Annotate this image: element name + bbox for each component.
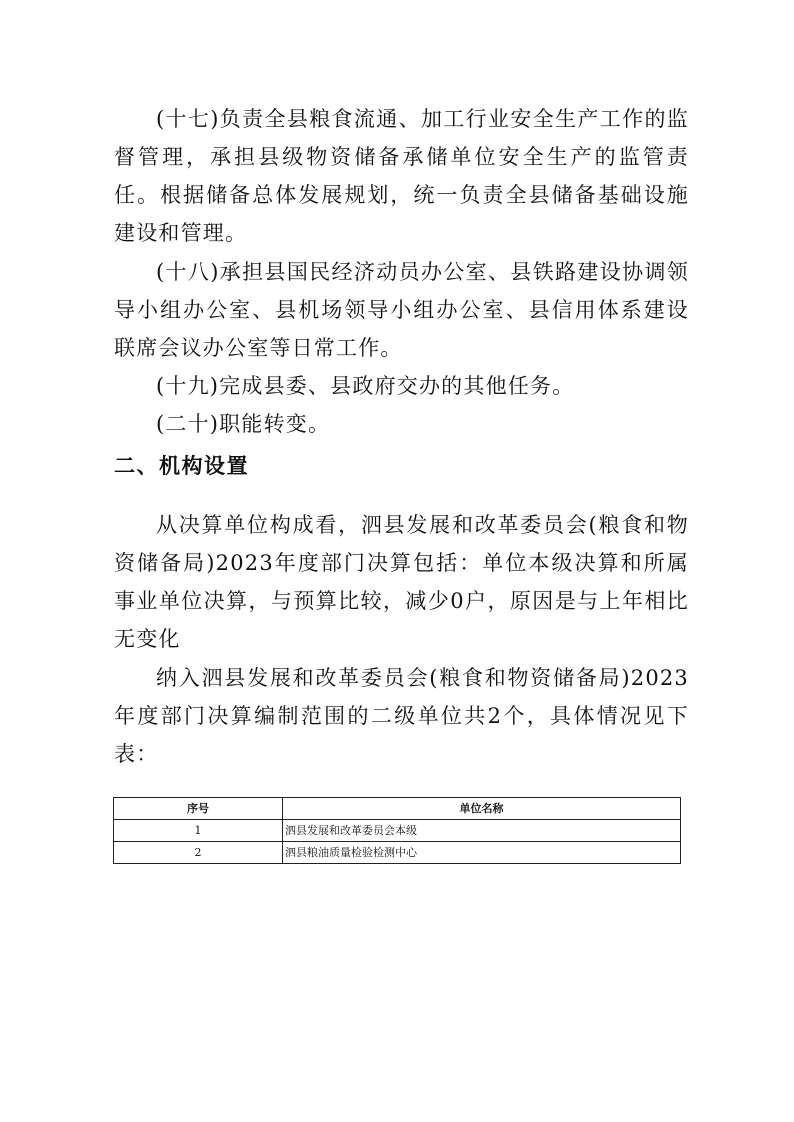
cell-unit-name: 泗县粮油质量检验检测中心 xyxy=(283,842,681,864)
paragraph-duty-20: (二十)职能转变。 xyxy=(156,412,331,436)
paragraph-duty-19: (十九)完成县委、县政府交办的其他任务。 xyxy=(156,374,575,398)
paragraph-unit-scope: 纳入泗县发展和改革委员会(粮食和物资储备局)2023年度部门决算编制范围的二级单位共2个，具体情况见下表： xyxy=(114,666,689,766)
header-serial-number: 序号 xyxy=(114,798,283,820)
section-heading-organization: 二、机构设置 xyxy=(114,454,249,478)
paragraph-duty-18: (十八)承担县国民经济动员办公室、县铁路建设协调领导小组办公室、县机场领导小组办公室、县信用体系建设联席会议办公室等日常工作。 xyxy=(114,260,689,360)
cell-serial-number: 2 xyxy=(114,842,283,864)
table-header-row xyxy=(114,798,681,820)
cell-unit-name: 泗县发展和改革委员会本级 xyxy=(283,820,681,842)
units-table xyxy=(113,797,681,864)
cell-serial-number: 1 xyxy=(114,820,283,842)
paragraph-unit-composition: 从决算单位构成看，泗县发展和改革委员会(粮食和物资储备局)2023年度部门决算包括：单位本级决算和所属事业单位决算，与预算比较，减少0户，原因是与上年相比无变化 xyxy=(114,513,689,651)
paragraph-duty-17: (十七)负责全县粮食流通、加工行业安全生产工作的监督管理，承担县级物资储备承储单位安全生产的监管责任。根据储备总体发展规划，统一负责全县储备基础设施建设和管理。 xyxy=(114,107,689,245)
table-row xyxy=(114,820,681,842)
table-row xyxy=(114,842,681,864)
header-unit-name: 单位名称 xyxy=(283,798,681,820)
